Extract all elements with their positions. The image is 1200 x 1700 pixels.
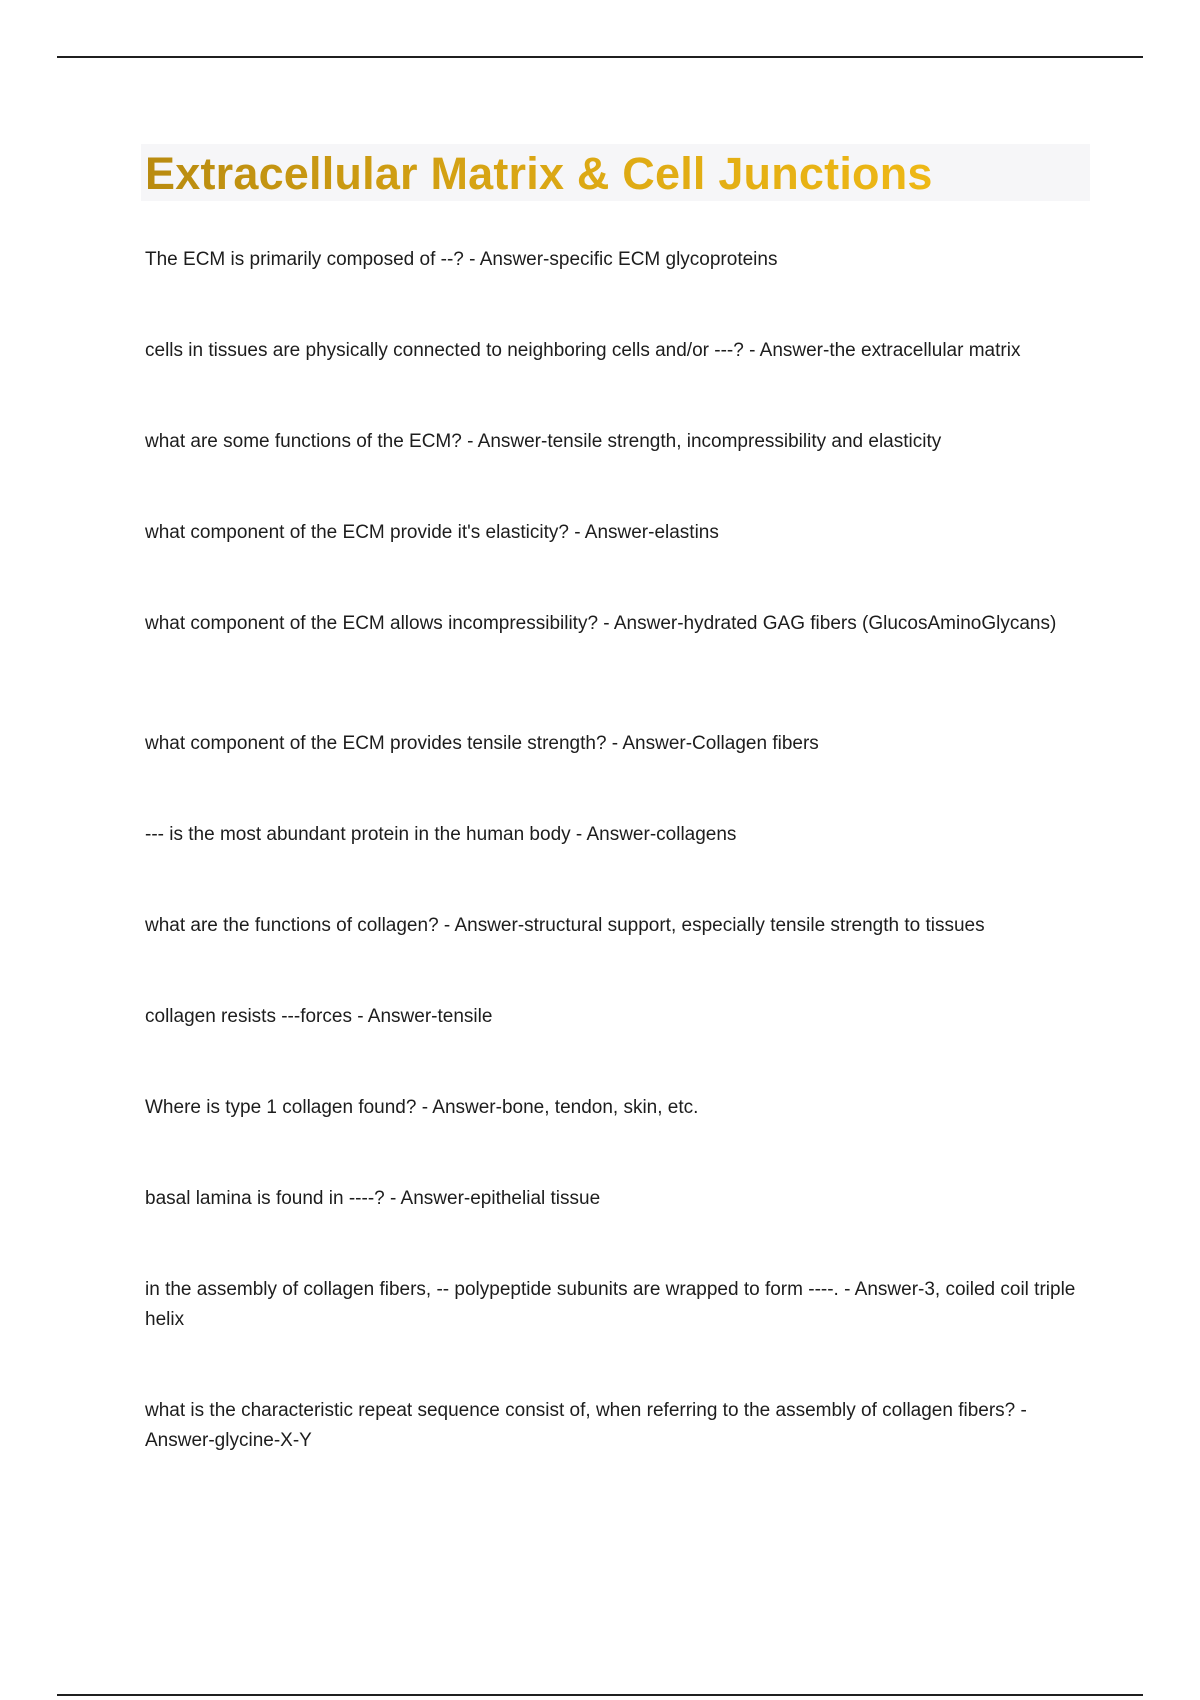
qa-item-1: The ECM is primarily composed of --? - Answer-specific ECM glycoproteins [145,249,778,270]
top-rule [57,56,1143,58]
qa-item-6: what component of the ECM provides tensile strength? - Answer-Collagen fibers [145,733,819,754]
bottom-rule [57,1694,1143,1696]
qa-item-13: what is the characteristic repeat sequence consist of, when referring to the assembly of collagen fibers? - Answer-glycine-X-Y [145,1400,1027,1451]
qa-item-12: in the assembly of collagen fibers, -- polypeptide subunits are wrapped to form ----. - Answer-3, coiled coil triple helix [145,1279,1076,1330]
qa-item-3: what are some functions of the ECM? - Answer-tensile strength, incompressibility and elasticity [145,431,942,452]
qa-item-2: cells in tissues are physically connected to neighboring cells and/or ---? - Answer-the extracellular matrix [145,340,1021,361]
page-title: Extracellular Matrix & Cell Junctions [145,148,933,199]
qa-item-7: --- is the most abundant protein in the human body - Answer-collagens [145,824,737,845]
qa-item-4: what component of the ECM provide it's elasticity? - Answer-elastins [145,522,719,543]
qa-item-10: Where is type 1 collagen found? - Answer-bone, tendon, skin, etc. [145,1097,699,1118]
qa-item-9: collagen resists ---forces - Answer-tensile [145,1006,493,1027]
qa-item-5: what component of the ECM allows incompressibility? - Answer-hydrated GAG fibers (GlucosAminoGlycans) [145,613,1057,634]
qa-item-8: what are the functions of collagen? - Answer-structural support, especially tensile strength to tissues [145,915,985,936]
qa-item-11: basal lamina is found in ----? - Answer-epithelial tissue [145,1188,601,1209]
